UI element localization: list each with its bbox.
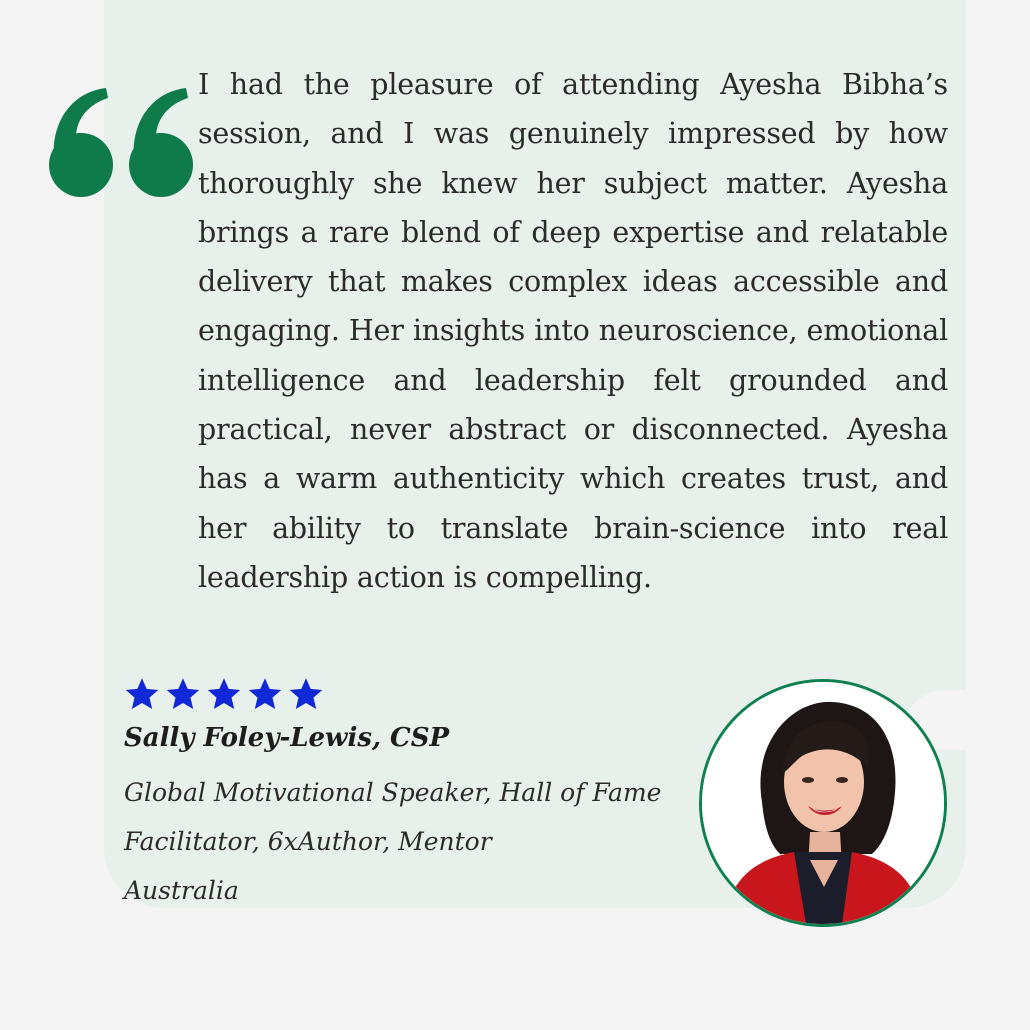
star-icon	[246, 676, 284, 712]
quote-mark-icon	[44, 82, 204, 202]
author-role-line-2: Facilitator, 6xAuthor, Mentor	[124, 827, 492, 856]
avatar	[699, 679, 947, 927]
testimonial-quote: I had the pleasure of attending Ayesha Bibha’s session, and I was genuinely impressed by how thoroughly she knew her subject matter. Ayesha brings a rare blend of deep expertise and relatable delivery that makes complex ideas accessible and engaging. Her insights into neuroscience, emotional intelligence and leadership felt grounded and practical, never abstract or disconnected. Ayesha has a warm authenticity which creates trust, and her ability to translate brain-science into real leadership action is compelling.	[198, 68, 948, 594]
author-location: Australia	[124, 876, 239, 905]
author-photo	[702, 682, 944, 924]
star-icon	[123, 676, 161, 712]
star-icon	[205, 676, 243, 712]
author-name: Sally Foley-Lewis, CSP	[124, 723, 450, 753]
rating-stars	[123, 676, 325, 712]
author-details	[124, 768, 704, 915]
author-role-line-1: Global Motivational Speaker, Hall of Fame	[124, 778, 662, 807]
star-icon	[164, 676, 202, 712]
star-icon	[287, 676, 325, 712]
